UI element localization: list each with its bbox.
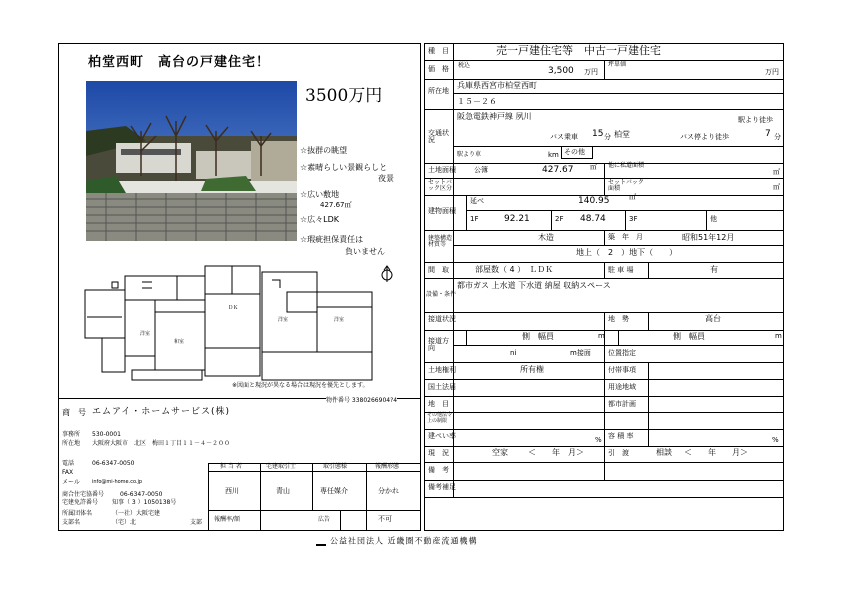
staff-h2: 宅建取引士 [266, 463, 297, 470]
transport-line: 阪急電鉄神戸線 夙川 [457, 112, 532, 121]
f3-label: 3F [629, 215, 638, 223]
point-1: ☆抜群の眺望 [300, 146, 348, 155]
remarks2-label: 備考補足 [428, 483, 456, 491]
total-label: 延べ [470, 197, 484, 205]
nat-law-label: 国土法届 [428, 383, 456, 391]
f2-value: 48.74 [580, 214, 606, 224]
point-3: ☆広い敷地 [300, 190, 340, 199]
far-unit: % [772, 436, 779, 444]
road-designation: 位置指定 [608, 349, 636, 357]
layout-label: 間 取 [428, 266, 449, 274]
mail-label: メール [62, 479, 80, 486]
f1-label: 1F [470, 215, 479, 223]
ad-value: 不可 [378, 515, 392, 523]
branch-label: 支部名 [62, 519, 81, 526]
office-postal: 530-0001 [92, 431, 121, 438]
road-status-label: 接道状況 [428, 315, 456, 323]
status-date: ＜ 年 月＞ [528, 448, 584, 457]
land-right-label: 土地権利 [428, 366, 456, 374]
bus-ride: バス乗車 [550, 133, 578, 141]
branch: （宅）北 [112, 519, 137, 526]
staff-h4: 報酬形態 [375, 463, 400, 470]
price-value: 3,500 [548, 66, 574, 76]
road-direction-label: 接道方向 [428, 337, 449, 352]
private-road-unit: ㎡ [773, 168, 780, 176]
bus-walk: バス停より徒歩 [680, 133, 729, 141]
category-label: 地 目 [428, 400, 449, 408]
doc-number: 物件番号 3380266904?4 [326, 397, 398, 404]
f2-label: 2F [555, 215, 564, 223]
staff-v4: 分かれ [378, 487, 399, 495]
floors-value: 地上（ 2 ）地下（ ） [576, 248, 678, 257]
bus-walk-unit: 分 [774, 133, 781, 141]
total-value: 140.95 [578, 196, 610, 206]
struct-value: 木造 [538, 233, 554, 242]
built-value: 昭和51年12月 [682, 233, 735, 242]
status-label: 現 況 [428, 449, 449, 457]
bus-min: 15 [592, 129, 604, 139]
remarks-label: 備 考 [428, 466, 449, 474]
bus-min-unit: 分 [604, 133, 611, 141]
floor-label: 建物面積 [428, 207, 456, 215]
member-tel-label: 商合住宅協番号 [62, 491, 105, 498]
road1: 側 幅員 [522, 332, 554, 341]
price-label: 価 格 [428, 65, 449, 73]
member-tel: 06-6347-0050 [120, 491, 163, 498]
other-label: その他 [564, 148, 585, 156]
land-value: 427.67 [542, 165, 574, 175]
land-label: 土地面積 [428, 166, 456, 174]
property-photo [86, 81, 297, 241]
transport-label: 交通状況 [428, 129, 449, 144]
distance-label: 駅より車 [457, 151, 482, 158]
office-label: 事務所 [62, 431, 81, 438]
terrain-label: 地 勢 [608, 315, 629, 323]
location-value: 兵庫県西宮市柏堂西町 [457, 81, 537, 90]
setback-label: セットバック区分 [428, 179, 453, 192]
distance-unit: km [548, 151, 559, 159]
point-2: ☆素晴らしい景観らしと [300, 163, 388, 172]
road1-m: m [598, 332, 605, 340]
point-2b: 夜景 [378, 174, 394, 183]
trade-name: エムアイ・ホームサービス(株) [92, 407, 231, 417]
staff-v1: 西川 [225, 487, 239, 495]
fax-label: FAX [62, 469, 74, 476]
parking-label: 駐 車 場 [608, 266, 634, 274]
f1-value: 92.21 [504, 214, 530, 224]
road2-m: m [775, 332, 782, 340]
price-unit: 万円 [584, 68, 598, 76]
staff-v3: 専任媒介 [320, 487, 348, 495]
staff-h1: 担 当 者 [220, 463, 242, 470]
assoc-label: 所属団体名 [62, 510, 93, 517]
other-restrict: その他法令上の制限 [427, 412, 453, 424]
parking-value: 有 [710, 265, 718, 274]
built-label: 築 年 月 [608, 233, 643, 241]
other-floor: 他 [710, 215, 717, 223]
staff-h3: 取引態様 [323, 463, 348, 470]
type-value: 売一戸建住宅等 中古一戸建住宅 [496, 44, 661, 57]
tel-label: 電話 [62, 460, 75, 467]
price-banner: 3500万円 [305, 86, 383, 106]
bus-walk-min: 7 [765, 129, 771, 139]
floor-plan: 洋室 和室 ＤＫ 洋室 洋室 [82, 262, 412, 384]
lot-value: １５－２６ [457, 97, 497, 106]
handover-date: ＜ 年 月＞ [684, 448, 748, 457]
handover-label: 引 渡 [608, 449, 629, 457]
bus-stop: 柏堂 [614, 130, 630, 139]
point-5b: 負いません [345, 247, 385, 256]
fee-label: 報酬率/額 [214, 516, 241, 523]
headline: 柏堂西町 高台の戸建住宅！ [88, 55, 271, 70]
tax-label: 税込 [458, 62, 471, 69]
trade-label: 商 号 [62, 408, 86, 417]
assoc: （一社）大阪宅建 [112, 510, 161, 517]
footer-org-text: 公益社団法人 近畿圏不動産流通機構 [330, 536, 478, 546]
far-label: 容 積 率 [608, 432, 634, 440]
mail: info@mi-home.co.jp [92, 479, 143, 485]
layout-value: 部屋数（ 4 ） ＬＤＫ [475, 265, 554, 274]
per-tsubo-unit: 万円 [765, 68, 779, 76]
setback-area: セットバック面積 [608, 179, 644, 192]
bcr-label: 建ぺい率 [428, 432, 456, 440]
terrain-value: 高台 [705, 314, 721, 323]
zone-label: 用途地域 [608, 383, 636, 391]
location-label: 所在地 [428, 87, 449, 95]
handover-value: 相談 [656, 448, 672, 457]
branch-suffix: 支部 [190, 519, 203, 526]
type-label: 種 目 [428, 47, 449, 55]
struct-label: 建築構造材質等 [428, 235, 453, 248]
address: 大阪府大阪市 北区 梅田１丁目１１－４－２００ [92, 440, 231, 447]
road-contact: ni [510, 349, 517, 357]
land-unit: ㎡ [590, 163, 597, 171]
point-3b: 427.67㎡ [320, 201, 352, 209]
station-walk: 駅より徒歩 [738, 116, 773, 124]
plan-note: ※図面と現況が異なる場合は現況を優先とします。 [232, 382, 369, 389]
total-unit: ㎡ [629, 193, 636, 201]
facility-label: 設備・条件 [426, 291, 457, 298]
bcr-unit: % [595, 436, 602, 444]
footer-org [316, 536, 478, 546]
setback-unit: ㎡ [773, 183, 780, 191]
facility-value: 都市ガス 上水道 下水道 納屋 収納スペース [457, 281, 611, 290]
ad-label: 広告 [318, 516, 331, 523]
road-contact-label: m接面 [570, 349, 591, 357]
plan-label: 都市計画 [608, 400, 636, 408]
point-5: ☆瑕疵担保責任は [300, 235, 364, 244]
per-tsubo-label: 坪単価 [608, 61, 627, 68]
point-4: ☆広々LDK [300, 215, 340, 224]
status-value: 空家 [492, 448, 508, 457]
land-right-value: 所有権 [520, 365, 544, 374]
private-road: 他に私道面積 [608, 162, 645, 169]
tel: 06-6347-0050 [92, 460, 135, 467]
road2: 側 幅員 [673, 332, 705, 341]
land-kind: 公簿 [474, 166, 488, 174]
staff-v2: 青山 [276, 487, 290, 495]
address-label: 所在地 [62, 440, 81, 447]
license: 知事（ 3 ）1050138号 [112, 499, 177, 506]
org-logo-icon [316, 536, 326, 546]
duty-label: 付帯事項 [608, 366, 636, 374]
license-label: 宅建免許番号 [62, 499, 99, 506]
